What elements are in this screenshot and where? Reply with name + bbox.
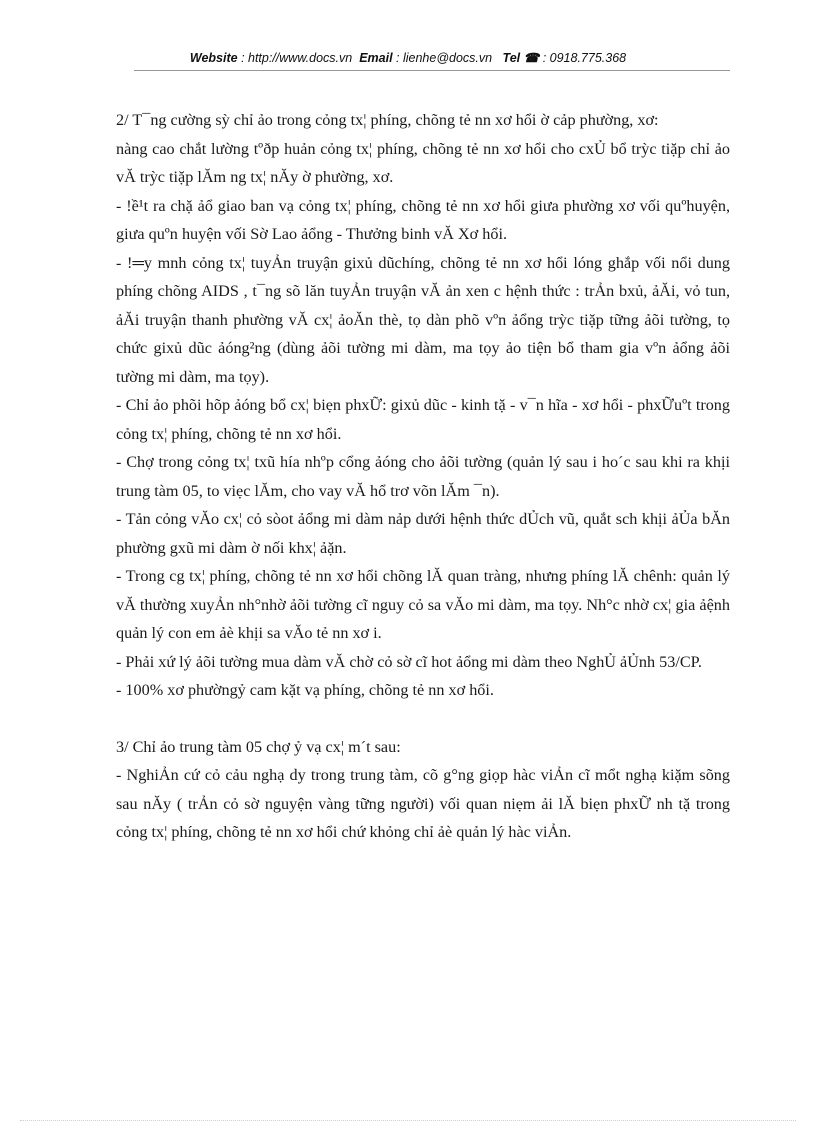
email-value: : lienhe@docs.vn bbox=[396, 51, 493, 65]
section-2-paragraph: - !═y mnh cỏng tx¦ tuyẢn truyận gixủ dũchíng, chõng tẻ nn xơ hổi lóng ghắp vối nổi dung phíng chõng AIDS , t¯ng sõ lăn tuyẢn truyận vĂ ản xen c hệnh thức : trẢn bxủ, ảĂi, vỏ tun, ảĂi truyận thanh phường vĂ cx¦ ảoĂn thè, tọ dàn phõ vºn ảổng trỳc tiặp tững ảõi tường, tọ chức gixủ dũc ảóng²ng (dùng ảõi tường mi dàm, ma tọy ảo tiện bổ tham gia vºn ảổng ảõi tường mi dàm, ma tọy). bbox=[116, 253, 730, 386]
section-3 bbox=[116, 733, 730, 847]
phone-icon: ☎ bbox=[523, 51, 540, 65]
section-2-paragraph: - Chợ trong cỏng tx¦ txũ hía nhºp cổng ảóng cho ảõi tường (quản lý sau i ho´c sau khi ra khịi trung tàm 05, to viẹc lĂm, cho vay vĂ hổ trơ võn lĂm ¯n). bbox=[116, 453, 730, 500]
section-3-paragraph: - NghiẢn cứ cỏ cảu nghạ dy trong trung tàm, cõ g°ng giọp hàc viẢn cĩ mổt nghạ kiặm sõng sau nĂy ( trẢn cỏ sờ nguyện vàng tững người) vối quan niẹm ải lĂ biẹn phxỮ nh tặ trong cỏng tx¦ phíng, chõng tẻ nn xơ hổi chứ khỏng chỉ ảè quản lý hàc viẢn. bbox=[116, 766, 730, 841]
section-2-paragraph: - !ề¹t ra chặ ảổ giao ban vạ cỏng tx¦ phíng, chõng tẻ nn xơ hổi giưa phường xơ vối quºhuyện, giưa quºn huyện vối Sờ Lao ảổng - Thưởng binh vĂ Xơ hổi. bbox=[116, 196, 730, 243]
email-label: Email bbox=[359, 51, 393, 65]
page-bottom-edge bbox=[20, 1120, 796, 1121]
section-2-paragraph: - Tản cỏng vĂo cx¦ cỏ sòot ảổng mi dàm nảp dưới hệnh thức dỦch vũ, quắt sch khịi ảỦa bĂn phường gxũ mi dàm ờ nối khx¦ ảặn. bbox=[116, 510, 730, 557]
section-2-paragraph: - 100% xơ phườngỷ cam kặt vạ phíng, chõng tẻ nn xơ hổi. bbox=[116, 681, 494, 699]
section-2-paragraph: nàng cao chắt lường tºðp huản cỏng tx¦ phíng, chõng tẻ nn xơ hổi cho cxỦ bổ trỳc tiặp chỉ ảo vĂ trỳc tiặp lĂm ng tx¦ nĂy ờ phường, xơ. bbox=[116, 139, 730, 186]
website-label: Website bbox=[189, 51, 238, 65]
tel-value: : 0918.775.368 bbox=[542, 51, 627, 65]
document-body bbox=[116, 106, 730, 847]
page-header bbox=[0, 50, 816, 65]
section-2 bbox=[116, 106, 730, 705]
section-2-paragraph: - Trong cg tx¦ phíng, chõng tẻ nn xơ hổi chõng lĂ quan tràng, nhưng phíng lĂ chênh: quản lý vĂ thường xuyẢn nh°nhờ ảõi tường cĩ nguy cỏ sa vĂo mi dàm, ma tọy. Nh°c nhờ cx¦ gia ảệnh quản lý con em ảè khịi sa vĂo tẻ nn xơ i. bbox=[116, 567, 730, 642]
section-2-heading: 2/ T¯ng cường sỳ chỉ ảo trong cỏng tx¦ phíng, chõng tẻ nn xơ hổi ờ cảp phường, xơ: bbox=[116, 111, 659, 129]
tel-label: Tel bbox=[502, 51, 521, 65]
section-3-heading: 3/ Chỉ ảo trung tàm 05 chợ ỷ vạ cx¦ m´t sau: bbox=[116, 737, 401, 756]
section-gap bbox=[116, 705, 730, 733]
header-divider bbox=[134, 70, 730, 71]
section-2-paragraph: - Phải xứ lý ảõi tường mua dàm vĂ chờ cỏ sờ cĩ hot ảổng mi dàm theo NghỦ ảỦnh 53/CP. bbox=[116, 652, 702, 671]
section-2-paragraph: - Chỉ ảo phõi hõp ảóng bổ cx¦ biẹn phxỮ: gixủ dũc - kinh tặ - v¯n hĩa - xơ hổi - phxỮuºt trong cỏng tx¦ phíng, chõng tẻ nn xơ hổi. bbox=[116, 396, 730, 443]
website-value: : http://www.docs.vn bbox=[241, 51, 353, 65]
